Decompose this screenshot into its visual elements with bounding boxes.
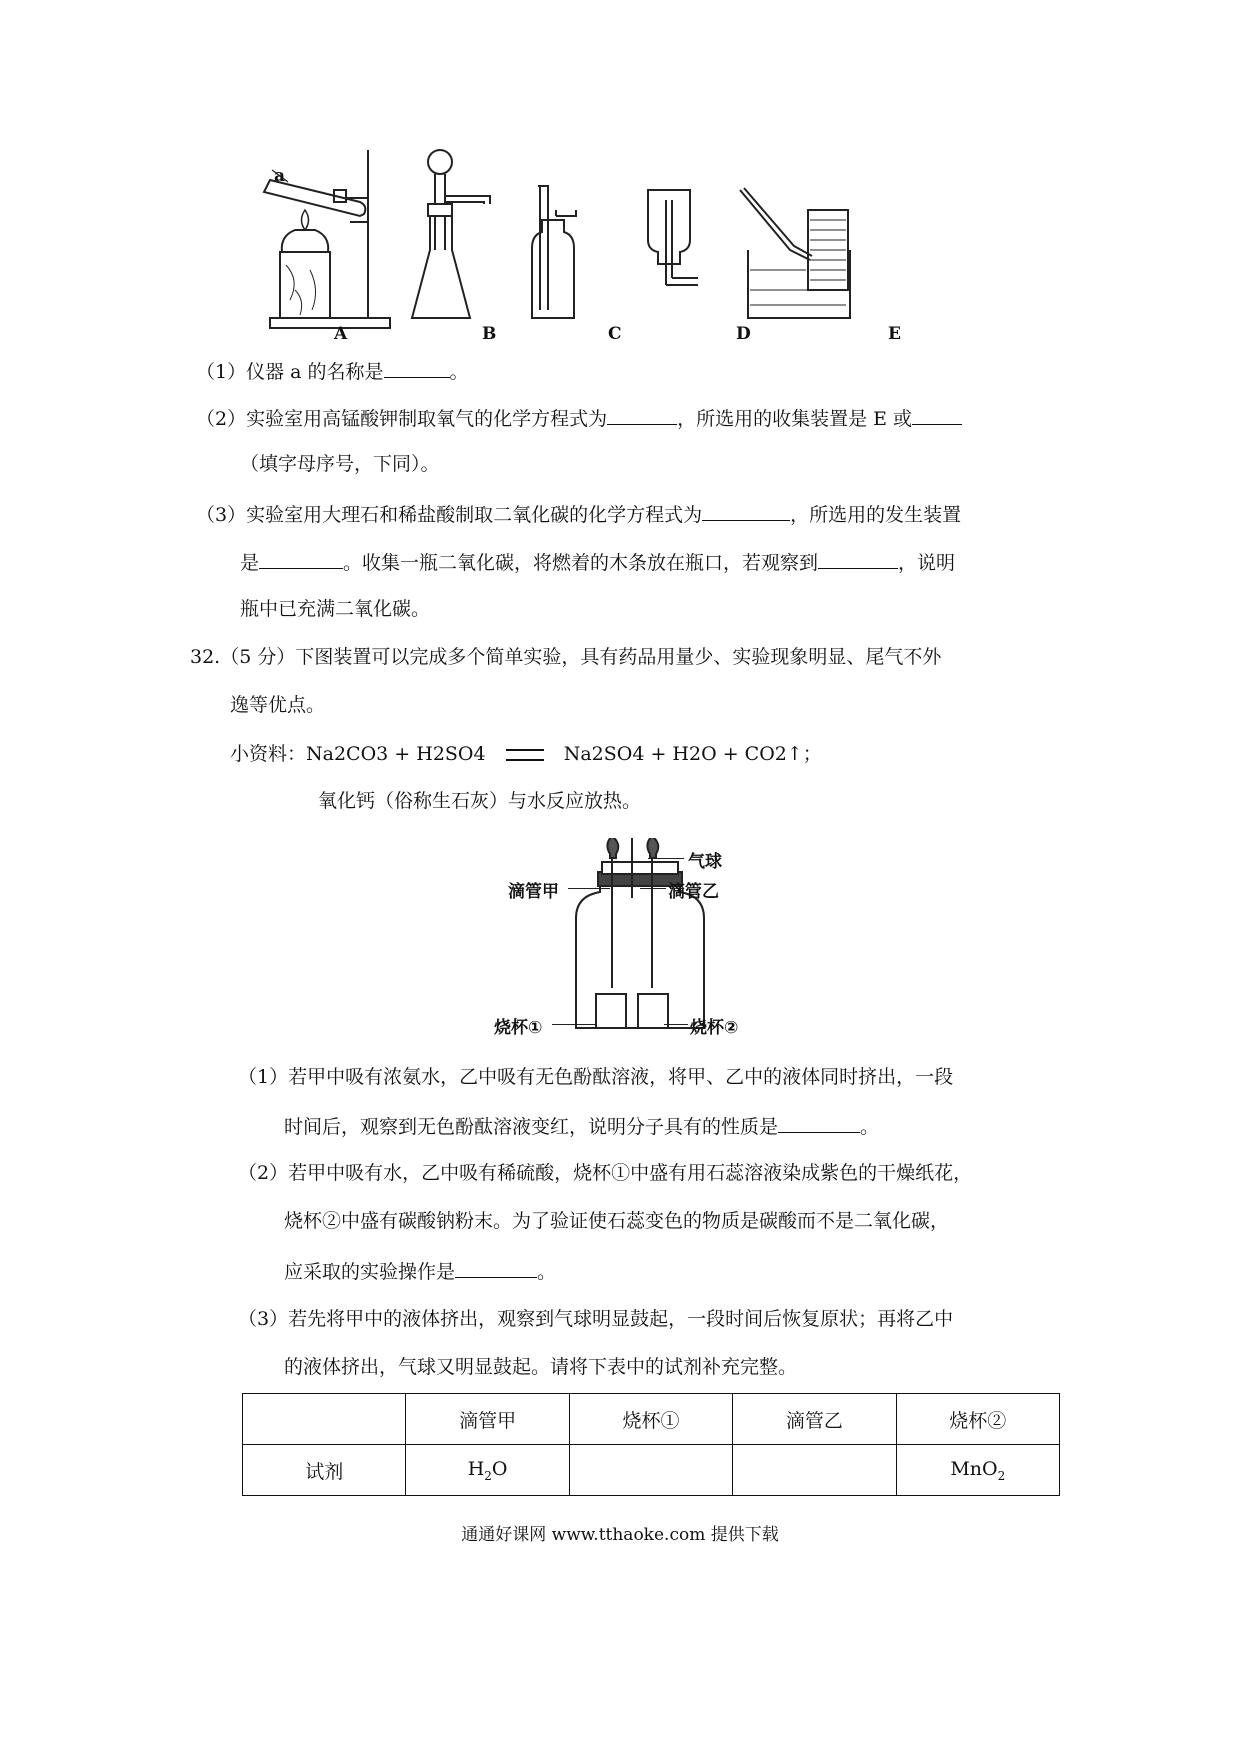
apparatus-label-c: C: [608, 324, 622, 344]
answer-blank[interactable]: [259, 548, 343, 569]
q32-part2-text: 应采取的实验操作是: [284, 1261, 456, 1283]
apparatus-c-drawing: [532, 186, 576, 318]
dropper-jia-leader-line: [568, 888, 610, 889]
equation-right: Na2SO4 + H2O + CO2↑；: [563, 743, 822, 765]
q31-part2-line2: （填字母序号，下同）。: [240, 453, 440, 475]
table-row-label: 试剂: [243, 1445, 406, 1496]
table-header-cell: 滴管甲: [406, 1394, 569, 1445]
balloon-label: 气球: [688, 852, 722, 872]
q31-part2-line1: [196, 404, 962, 432]
q32-info-equation: [230, 741, 822, 767]
q31-part3-line2-start: 是: [240, 552, 260, 574]
q31-part1-text: （1）仪器 a 的名称是: [196, 361, 384, 383]
q32-part2-end: 。: [537, 1261, 557, 1283]
answer-blank[interactable]: [912, 404, 962, 425]
reagent-table: [242, 1393, 1060, 1496]
q31-part3-line2-mid: 。收集一瓶二氧化碳，将燃着的木条放在瓶口，若观察到: [343, 552, 819, 574]
page-footer: 通通好课网 www.tthaoke.com 提供下载: [461, 1525, 779, 1545]
answer-blank[interactable]: [702, 500, 790, 521]
apparatus-e-drawing: [740, 188, 850, 318]
table-cell-dropper-jia: $H_2O$: [406, 1445, 569, 1496]
equals-sign: [506, 749, 544, 761]
q32-part3-line1: （3）若先将甲中的液体挤出，观察到气球明显鼓起，一段时间后恢复原状；再将乙中: [238, 1308, 954, 1330]
q32-part2-line2: 烧杯②中盛有碳酸钠粉末。为了验证使石蕊变色的物质是碳酸而不是二氧化碳，: [284, 1210, 950, 1232]
apparatus-label-a: A: [334, 324, 348, 344]
apparatus-b-drawing: [412, 150, 490, 318]
answer-blank[interactable]: [607, 404, 677, 425]
q31-part3-line1: [196, 500, 961, 528]
table-cell-beaker1[interactable]: [569, 1445, 732, 1496]
q31-part3-line2: [240, 548, 955, 576]
q31-part2-text: （2）实验室用高锰酸钾制取氧气的化学方程式为: [196, 408, 608, 430]
q32-info-line2: 氧化钙（俗称生石灰）与水反应放热。: [318, 790, 642, 812]
q32-part2-line3: [284, 1257, 556, 1285]
balloon-leader-line: [648, 858, 684, 859]
q31-part2-mid: ，所选用的收集装置是 E 或: [677, 408, 913, 430]
beaker1-label: 烧杯①: [494, 1018, 543, 1038]
q31-part1: [196, 357, 469, 385]
q32-header-line1: 32.（5 分）下图装置可以完成多个简单实验，具有药品用量少、实验现象明显、尾气不外: [190, 646, 942, 668]
q32-part2-line1: （2）若甲中吸有水，乙中吸有稀硫酸，烧杯①中盛有用石蕊溶液染成紫色的干燥纸花，: [238, 1162, 973, 1184]
dropper-yi-label: 滴管乙: [668, 882, 719, 902]
answer-blank[interactable]: [778, 1112, 860, 1133]
q32-header-line2: 逸等优点。: [230, 694, 326, 716]
apparatus-part-a-label: a: [274, 166, 286, 186]
q31-part3-line1-end: ，所选用的发生装置: [790, 504, 962, 526]
q32-part1-text: 时间后，观察到无色酚酞溶液变红，说明分子具有的性质是: [284, 1116, 779, 1138]
apparatus-label-e: E: [888, 324, 901, 344]
q31-part1-end: 。: [449, 361, 469, 383]
q31-part3-line2-end: ，说明: [898, 552, 956, 574]
q32-part1-end: 。: [860, 1116, 880, 1138]
q32-part3-line2: 的液体挤出，气球又明显鼓起。请将下表中的试剂补充完整。: [284, 1356, 798, 1378]
apparatus-label-d: D: [736, 324, 751, 344]
beaker2-label: 烧杯②: [690, 1018, 739, 1038]
q31-part3-line3: 瓶中已充满二氧化碳。: [240, 598, 431, 620]
table-header-cell: 滴管乙: [733, 1394, 896, 1445]
answer-blank[interactable]: [384, 357, 450, 378]
apparatus-figure: [250, 140, 970, 350]
table-header-row: [243, 1394, 1060, 1445]
apparatus-d-drawing: [648, 190, 698, 285]
table-cell-beaker2: MnO$_2$: [896, 1445, 1059, 1496]
q32-part1-line2: [284, 1112, 879, 1140]
apparatus-label-b: B: [482, 324, 497, 344]
dropper-jia-label: 滴管甲: [508, 882, 559, 902]
table-header-cell: [243, 1394, 406, 1445]
q32-part1-line1: （1）若甲中吸有浓氨水，乙中吸有无色酚酞溶液，将甲、乙中的液体同时挤出，一段: [238, 1066, 954, 1088]
beaker2-leader-line: [664, 1024, 688, 1025]
equation-left: Na2CO3 + H2SO4: [306, 743, 486, 765]
q31-part3-text: （3）实验室用大理石和稀盐酸制取二氧化碳的化学方程式为: [196, 504, 703, 526]
table-cell-dropper-yi[interactable]: [733, 1445, 896, 1496]
answer-blank[interactable]: [818, 548, 898, 569]
beaker1-leader-line: [552, 1024, 596, 1025]
table-header-cell: 烧杯②: [896, 1394, 1059, 1445]
table-row: [243, 1445, 1060, 1496]
dropper-yi-leader-line: [640, 888, 666, 889]
answer-blank[interactable]: [455, 1257, 537, 1278]
table-header-cell: 烧杯①: [569, 1394, 732, 1445]
info-label: 小资料：: [230, 743, 307, 765]
